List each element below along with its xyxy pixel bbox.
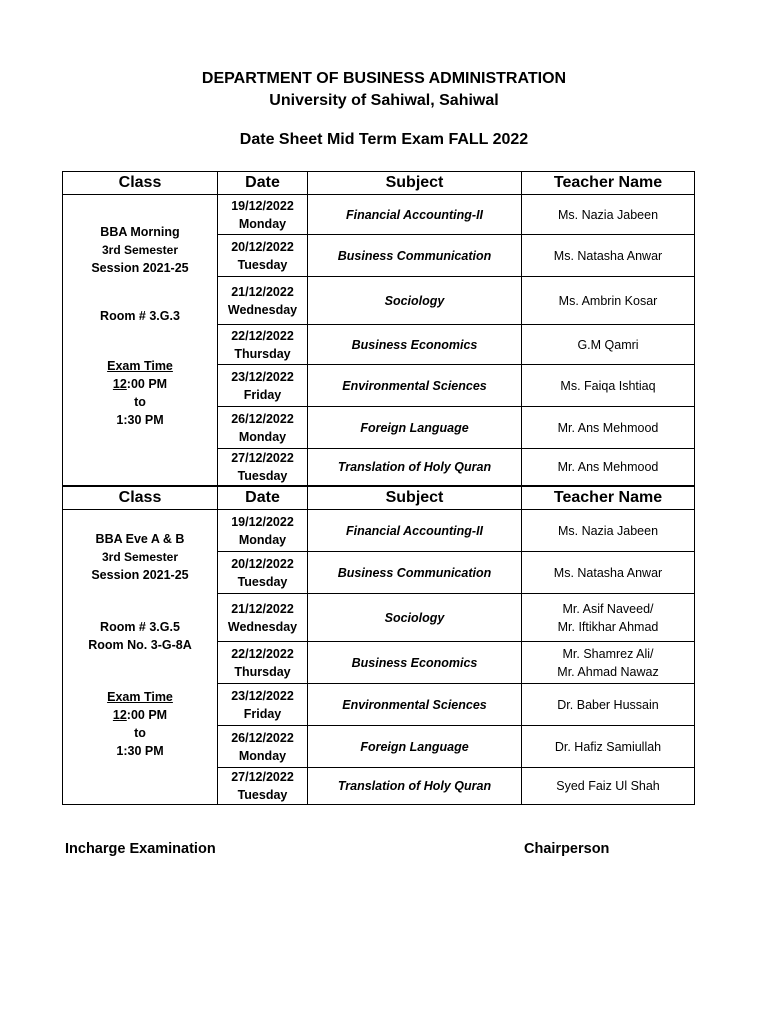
room-number: Room # 3.G.3 xyxy=(100,309,180,323)
subject-cell: Translation of Holy Quran xyxy=(308,768,522,805)
date-cell xyxy=(218,594,308,642)
exam-date: 22/12/2022 xyxy=(231,328,294,343)
exam-day: Wednesday xyxy=(227,302,298,317)
exam-day: Friday xyxy=(243,387,282,402)
teacher-cell xyxy=(522,510,695,552)
col-header-date: Date xyxy=(218,487,308,510)
teacher-name: Dr. Hafiz Samiullah xyxy=(554,739,662,754)
teacher-name: Mr. Ans Mehmood xyxy=(557,460,659,474)
class-session: Session 2021-25 xyxy=(91,568,189,582)
exam-day: Monday xyxy=(238,216,287,231)
schedule-body xyxy=(63,195,695,486)
teacher-cell xyxy=(522,594,695,642)
exam-day: Tuesday xyxy=(237,257,288,272)
date-cell xyxy=(218,235,308,277)
date-cell xyxy=(218,768,308,805)
date-cell xyxy=(218,407,308,449)
class-semester: 3rd Semester xyxy=(101,550,179,564)
date-cell xyxy=(218,325,308,365)
room-number: Room # 3.G.5 xyxy=(100,620,180,634)
exam-date: 19/12/2022 xyxy=(231,198,294,213)
subject-cell: Translation of Holy Quran xyxy=(308,449,522,486)
teacher-name: Ms. Nazia Jabeen xyxy=(557,523,659,538)
exam-day: Tuesday xyxy=(237,788,288,802)
date-cell xyxy=(218,726,308,768)
exam-time-rest: :00 PM xyxy=(126,708,168,722)
exam-day: Monday xyxy=(238,532,287,547)
exam-date: 21/12/2022 xyxy=(231,601,294,616)
teacher-cell xyxy=(522,684,695,726)
spacer xyxy=(63,654,217,688)
subject-cell: Business Economics xyxy=(308,325,522,365)
exam-date: 27/12/2022 xyxy=(231,770,294,784)
spacer xyxy=(63,325,217,357)
table-header-row xyxy=(63,487,695,510)
exam-day: Tuesday xyxy=(237,469,288,483)
chairperson-signature-label: Chairperson xyxy=(524,841,610,857)
teacher-cell xyxy=(522,325,695,365)
teacher-name: Ms. Natasha Anwar xyxy=(553,248,663,263)
subject-cell: Foreign Language xyxy=(308,407,522,449)
col-header-class: Class xyxy=(63,172,218,195)
date-cell xyxy=(218,277,308,325)
exam-date: 22/12/2022 xyxy=(231,646,294,661)
date-cell xyxy=(218,510,308,552)
table-row xyxy=(63,195,695,235)
teacher-name: Mr. Ans Mehmood xyxy=(557,420,659,435)
teacher-cell xyxy=(522,195,695,235)
teacher-cell xyxy=(522,449,695,486)
exam-day: Friday xyxy=(243,706,282,721)
university-name: University of Sahiwal, Sahiwal xyxy=(269,92,499,109)
teacher-cell xyxy=(522,642,695,684)
class-semester: 3rd Semester xyxy=(101,243,179,257)
exam-date: 26/12/2022 xyxy=(231,411,294,426)
col-header-teacher: Teacher Name xyxy=(522,487,695,510)
date-cell xyxy=(218,449,308,486)
table-header-row xyxy=(63,172,695,195)
col-header-subject: Subject xyxy=(308,487,522,510)
subject-cell: Business Economics xyxy=(308,642,522,684)
exam-time-start xyxy=(63,706,217,724)
room-number-secondary: Room No. 3-G-8A xyxy=(88,638,192,652)
teacher-name: Ms. Nazia Jabeen xyxy=(557,207,659,222)
col-header-class: Class xyxy=(63,487,218,510)
teacher-cell xyxy=(522,365,695,407)
teacher-name: Ms. Ambrin Kosar xyxy=(558,293,658,308)
date-sheet-table-morning xyxy=(62,171,695,486)
date-sheet-title: Date Sheet Mid Term Exam FALL 2022 xyxy=(239,131,529,148)
teacher-cell xyxy=(522,552,695,594)
subject-cell: Business Communication xyxy=(308,552,522,594)
subject-cell: Financial Accounting-II xyxy=(308,510,522,552)
teacher-cell xyxy=(522,726,695,768)
teacher-name: Ms. Faiqa Ishtiaq xyxy=(560,378,656,393)
exam-time-start xyxy=(63,375,217,393)
department-title: DEPARTMENT OF BUSINESS ADMINISTRATION xyxy=(201,70,567,87)
teacher-cell xyxy=(522,407,695,449)
exam-time-to: to xyxy=(134,726,146,740)
class-program: BBA Eve A & B xyxy=(95,532,185,546)
exam-date: 23/12/2022 xyxy=(231,688,294,703)
class-program: BBA Morning xyxy=(100,225,180,239)
exam-time-label: Exam Time xyxy=(107,359,173,373)
exam-time-hour: 12 xyxy=(112,377,127,391)
col-header-teacher: Teacher Name xyxy=(522,172,695,195)
exam-time-to: to xyxy=(134,395,146,409)
exam-time-rest: :00 PM xyxy=(126,377,168,391)
subject-cell: Environmental Sciences xyxy=(308,684,522,726)
subject-cell: Sociology xyxy=(308,277,522,325)
class-session: Session 2021-25 xyxy=(91,261,189,275)
exam-day: Wednesday xyxy=(227,619,298,634)
table-row xyxy=(63,510,695,552)
exam-day: Thursday xyxy=(234,664,291,679)
teacher-name: G.M Qamri xyxy=(577,337,639,352)
exam-time-label: Exam Time xyxy=(107,690,173,704)
spacer xyxy=(63,584,217,618)
date-cell xyxy=(218,684,308,726)
date-cell xyxy=(218,365,308,407)
incharge-signature-label: Incharge Examination xyxy=(65,841,216,857)
class-info-cell xyxy=(63,195,218,486)
exam-date: 20/12/2022 xyxy=(231,239,294,254)
exam-time-hour: 12 xyxy=(112,708,127,722)
exam-day: Monday xyxy=(238,748,287,763)
exam-date: 20/12/2022 xyxy=(231,556,294,571)
teacher-name-secondary: Mr. Ahmad Nawaz xyxy=(557,664,659,679)
spacer xyxy=(63,277,217,307)
teacher-name: Mr. Asif Naveed/ xyxy=(562,601,654,616)
col-header-date: Date xyxy=(218,172,308,195)
subject-cell: Foreign Language xyxy=(308,726,522,768)
exam-time-end: 1:30 PM xyxy=(116,413,164,427)
exam-day: Thursday xyxy=(234,346,291,361)
teacher-name: Mr. Shamrez Ali/ xyxy=(562,646,654,661)
teacher-cell xyxy=(522,277,695,325)
teacher-name: Syed Faiz Ul Shah xyxy=(556,779,660,793)
teacher-cell xyxy=(522,768,695,805)
teacher-cell xyxy=(522,235,695,277)
exam-date: 23/12/2022 xyxy=(231,369,294,384)
date-cell xyxy=(218,642,308,684)
date-sheet-table-evening xyxy=(62,486,695,805)
exam-date: 27/12/2022 xyxy=(231,451,294,465)
schedule-body xyxy=(63,510,695,805)
subject-cell: Business Communication xyxy=(308,235,522,277)
subject-cell: Environmental Sciences xyxy=(308,365,522,407)
exam-day: Tuesday xyxy=(237,574,288,589)
col-header-subject: Subject xyxy=(308,172,522,195)
exam-date: 21/12/2022 xyxy=(231,284,294,299)
subject-cell: Financial Accounting-II xyxy=(308,195,522,235)
exam-date: 19/12/2022 xyxy=(231,514,294,529)
date-cell xyxy=(218,552,308,594)
teacher-name-secondary: Mr. Iftikhar Ahmad xyxy=(557,619,659,634)
teacher-name: Dr. Baber Hussain xyxy=(557,697,659,712)
exam-day: Monday xyxy=(238,429,287,444)
teacher-name: Ms. Natasha Anwar xyxy=(553,565,663,580)
exam-time-end: 1:30 PM xyxy=(116,744,164,758)
class-info-cell xyxy=(63,510,218,805)
subject-cell: Sociology xyxy=(308,594,522,642)
date-cell xyxy=(218,195,308,235)
exam-date: 26/12/2022 xyxy=(231,730,294,745)
